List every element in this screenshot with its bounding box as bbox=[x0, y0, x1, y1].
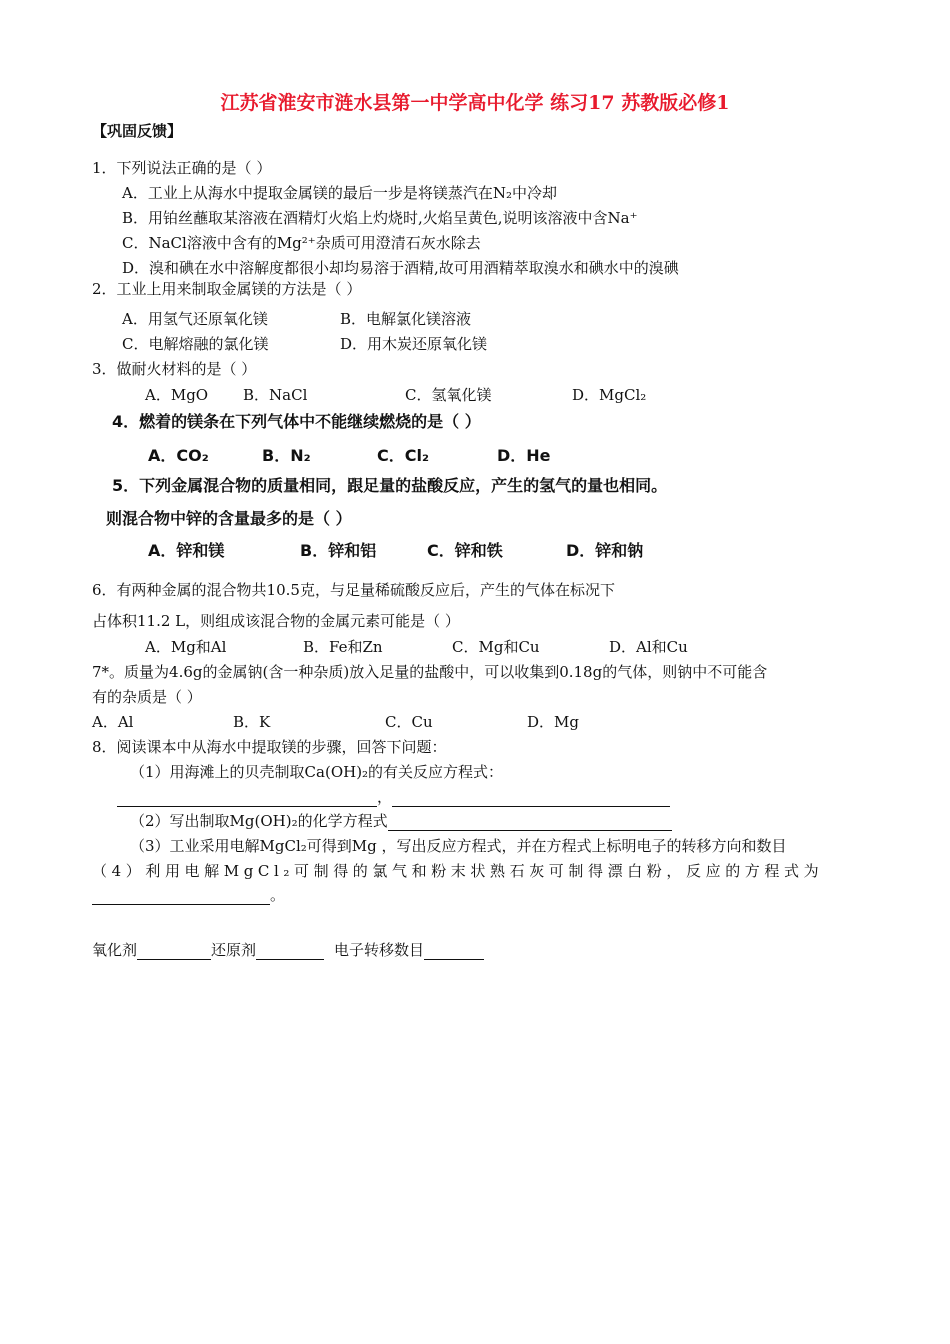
q4-option-b: B．N₂ bbox=[262, 446, 311, 465]
reductant-label: 还原剂 bbox=[211, 941, 257, 959]
q1-option-c: C．NaCl溶液中含有的Mg²⁺杂质可用澄清石灰水除去 bbox=[122, 234, 481, 252]
q3-option-a: A．MgO bbox=[145, 386, 209, 404]
q4-option-c: C．Cl₂ bbox=[377, 446, 429, 465]
electron-transfer-label: 电子转移数目 bbox=[334, 941, 425, 959]
q2-stem: 2．工业上用来制取金属镁的方法是（ ） bbox=[92, 280, 362, 298]
q5-option-d: D．锌和钠 bbox=[566, 541, 644, 560]
q4-stem: 4．燃着的镁条在下列气体中不能继续燃烧的是（ ） bbox=[112, 412, 481, 431]
q5-option-c: C．锌和铁 bbox=[427, 541, 503, 560]
answer-blank-2[interactable] bbox=[392, 790, 670, 807]
q8-part4: （4）利用电解MgCl₂可制得的氯气和粉末状熟石灰可制得漂白粉，反应的方程式为 bbox=[92, 862, 824, 880]
q7-option-a: A．Al bbox=[92, 713, 134, 731]
q8-part2: （2）写出制取Mg(OH)₂的化学方程式 bbox=[130, 812, 388, 830]
q6-option-a: A．Mg和Al bbox=[145, 638, 227, 656]
q1-option-b: B．用铂丝蘸取某溶液在酒精灯火焰上灼烧时,火焰呈黄色,说明该溶液中含Na⁺ bbox=[122, 209, 638, 227]
answer-blank-3[interactable] bbox=[388, 814, 672, 831]
q8-part3: （3）工业采用电解MgCl₂可得到Mg ，写出反应方程式，并在方程式上标明电子的转移方向和数目 bbox=[130, 837, 787, 855]
q6-option-b: B．Fe和Zn bbox=[303, 638, 383, 656]
answer-blank-1[interactable] bbox=[117, 790, 377, 807]
oxidant-label: 氧化剂 bbox=[92, 941, 138, 959]
q2-option-a: A．用氢气还原氧化镁 bbox=[122, 310, 268, 328]
q1-option-d: D．溴和碘在水中溶解度都很小却均易溶于酒精,故可用酒精萃取溴水和碘水中的溴碘 bbox=[122, 259, 679, 277]
q5-option-a: A．锌和镁 bbox=[148, 541, 225, 560]
reductant-blank[interactable] bbox=[256, 943, 324, 960]
redox-answer-line bbox=[92, 940, 484, 960]
q6-option-d: D．Al和Cu bbox=[609, 638, 688, 656]
q5-option-b: B．锌和铝 bbox=[300, 541, 377, 560]
q2-option-d: D．用木炭还原氧化镁 bbox=[340, 335, 488, 353]
q6-stem-line2: 占体积11.2 L，则组成该混合物的金属元素可能是（ ） bbox=[92, 612, 460, 630]
q6-option-c: C．Mg和Cu bbox=[452, 638, 540, 656]
page-title: 江苏省淮安市涟水县第一中学高中化学 练习17 苏教版必修1 bbox=[220, 92, 730, 114]
q7-option-d: D．Mg bbox=[527, 713, 579, 731]
q1-option-a: A．工业上从海水中提取金属镁的最后一步是将镁蒸汽在N₂中冷却 bbox=[122, 184, 557, 202]
q5-stem-line2: 则混合物中锌的含量最多的是（ ） bbox=[106, 509, 352, 528]
q4-option-d: D．He bbox=[497, 446, 551, 465]
comma: ， bbox=[377, 788, 393, 806]
q3-option-b: B．NaCl bbox=[243, 386, 308, 404]
q7-option-c: C．Cu bbox=[385, 713, 433, 731]
q6-stem-line1: 6．有两种金属的混合物共10.5克，与足量稀硫酸反应后，产生的气体在标况下 bbox=[92, 581, 615, 599]
section-heading: 【巩固反馈】 bbox=[92, 122, 183, 140]
q8-part2-line bbox=[130, 811, 672, 831]
q2-option-b: B．电解氯化镁溶液 bbox=[340, 310, 472, 328]
q2-option-c: C．电解熔融的氯化镁 bbox=[122, 335, 269, 353]
q3-stem: 3．做耐火材料的是（ ） bbox=[92, 360, 257, 378]
q5-stem-line1: 5．下列金属混合物的质量相同，跟足量的盐酸反应，产生的氢气的量也相同。 bbox=[112, 476, 668, 495]
period: 。 bbox=[270, 886, 286, 904]
electron-transfer-blank[interactable] bbox=[424, 943, 484, 960]
q8-stem: 8．阅读课本中从海水中提取镁的步骤，回答下问题： bbox=[92, 738, 447, 756]
q8-part1-answer-line[interactable] bbox=[117, 787, 670, 807]
q3-option-d: D．MgCl₂ bbox=[572, 386, 647, 404]
q7-stem-line2: 有的杂质是（ ） bbox=[92, 688, 202, 706]
q8-part1: （1）用海滩上的贝壳制取Ca(OH)₂的有关反应方程式： bbox=[130, 763, 504, 781]
q4-option-a: A．CO₂ bbox=[148, 446, 209, 465]
q8-part4-answer-line[interactable] bbox=[92, 885, 285, 905]
q1-stem: 1．下列说法正确的是（ ） bbox=[92, 159, 272, 177]
q7-option-b: B．K bbox=[233, 713, 271, 731]
oxidant-blank[interactable] bbox=[137, 943, 211, 960]
answer-blank-4[interactable] bbox=[92, 888, 270, 905]
q3-option-c: C．氢氧化镁 bbox=[405, 386, 492, 404]
q7-stem-line1: 7*。质量为4.6g的金属钠(含一种杂质)放入足量的盐酸中，可以收集到0.18g的气体，则钠中不可能含 bbox=[92, 663, 768, 681]
